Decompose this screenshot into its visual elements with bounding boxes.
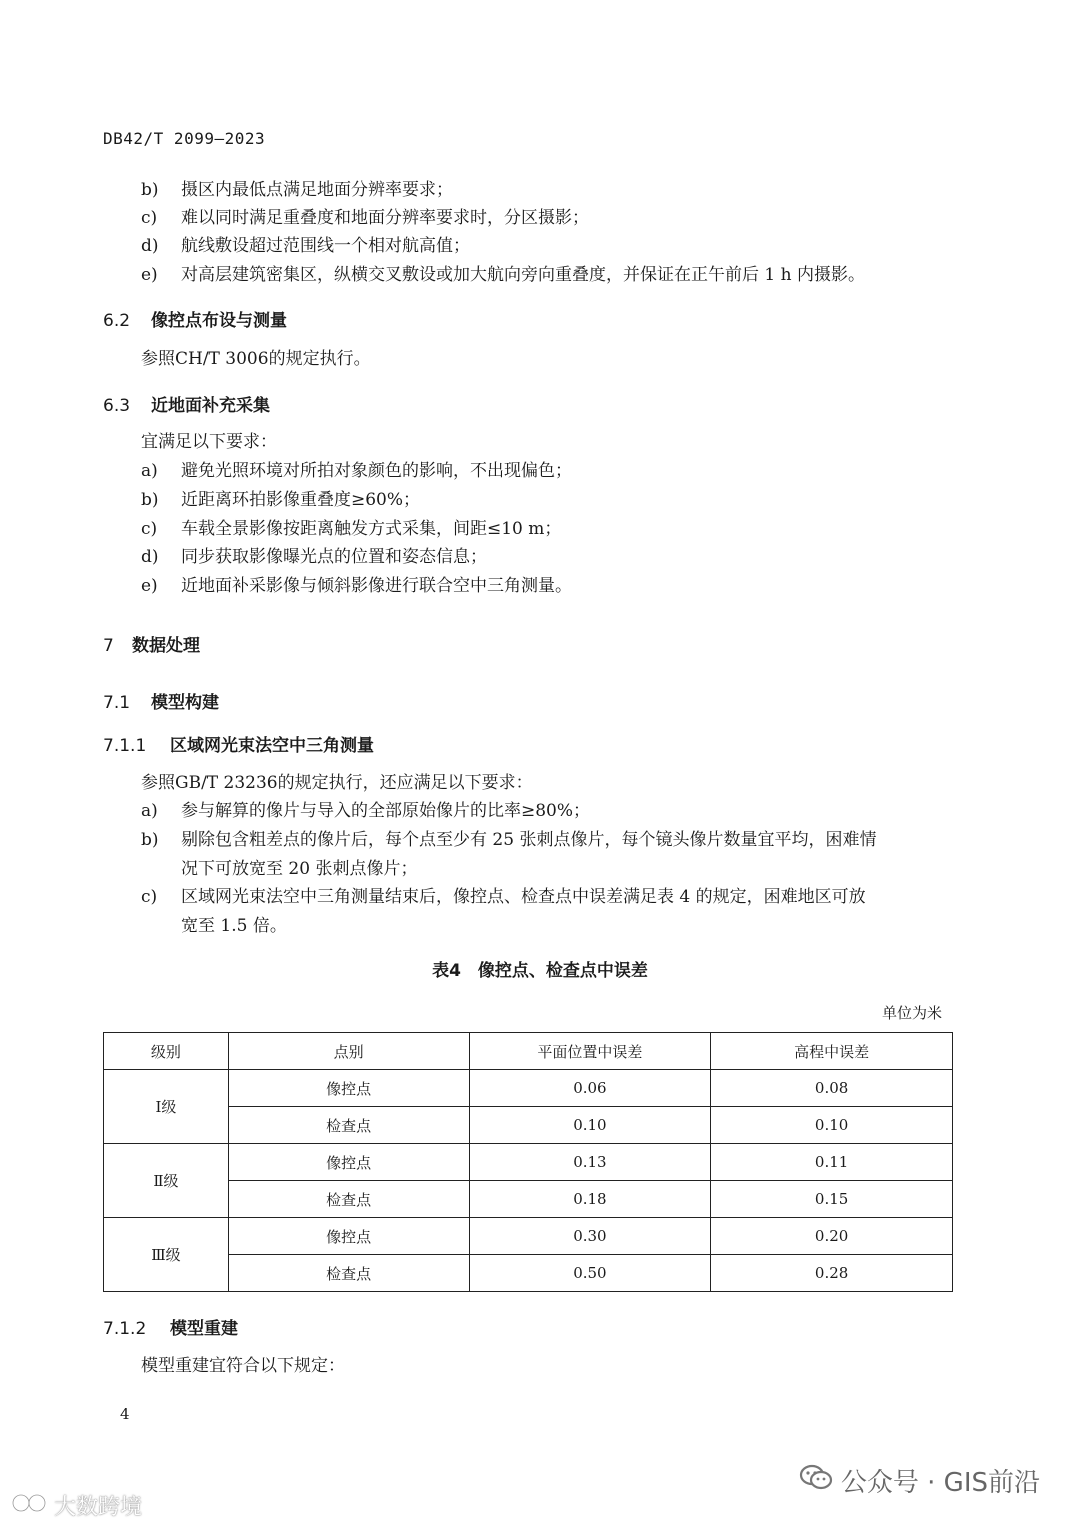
list-marker: a) [141,461,158,481]
table-row [104,1181,953,1218]
table-cell: 0.11 [711,1144,953,1181]
section-number: 6.2 [103,311,131,331]
list-marker: c) [141,887,158,907]
section-title: 模型构建 [151,693,219,713]
list-item [141,572,572,600]
list-marker: d) [141,236,159,256]
list-text: 参与解算的像片与导入的全部原始像片的比率≥80%； [181,801,591,821]
section-heading-7 [103,631,200,656]
table-caption: 表4 像控点、检查点中误差 [432,961,648,981]
table-cell: 像控点 [228,1144,469,1181]
brand-logo-icon [10,1492,50,1520]
section-title: 数据处理 [132,636,200,656]
list-item [141,457,572,485]
error-table [103,1032,953,1292]
list-item [141,543,487,571]
level-cell: Ⅲ级 [104,1218,229,1292]
table-row [104,1218,953,1255]
column-header: 级别 [104,1033,229,1070]
section-title: 像控点布设与测量 [151,311,287,331]
section-number: 7.1 [103,693,131,713]
column-header: 点别 [228,1033,469,1070]
table-cell: 0.10 [711,1107,953,1144]
table-cell: 0.28 [711,1255,953,1292]
table-cell: 0.15 [711,1181,953,1218]
section-title: 模型重建 [170,1319,238,1339]
level-cell: Ⅰ级 [104,1070,229,1144]
list-text: 航线敷设超过范围线一个相对航高值； [181,236,470,256]
wechat-icon [799,1463,833,1498]
table-cell: 0.08 [711,1070,953,1107]
list-item [141,883,866,911]
section-number: 7.1.1 [103,736,147,756]
paragraph: 参照GB/T 23236的规定执行，还应满足以下要求： [141,773,533,793]
list-text: 区域网光束法空中三角测量结束后，像控点、检查点中误差满足表 4 的规定，困难地区可放 [181,887,866,907]
list-marker: d) [141,547,159,567]
list-item [141,515,561,543]
section-number: 7 [103,636,114,656]
table-cell: 检查点 [228,1181,469,1218]
table-row [104,1144,953,1181]
section-heading-6-3 [103,391,270,416]
list-text: 剔除包含粗差点的像片后，每个点至少有 25 张刺点像片，每个镜头像片数量宜平均，困难情 [181,830,877,850]
list-text: 摄区内最低点满足地面分辨率要求； [181,180,453,200]
paragraph: 宜满足以下要求： [141,432,277,452]
table-cell: 像控点 [228,1218,469,1255]
table-cell: 0.13 [469,1144,711,1181]
table-cell: 0.30 [469,1218,711,1255]
list-text-continued: 宽至 1.5 倍。 [181,916,287,936]
list-text: 近地面补采影像与倾斜影像进行联合空中三角测量。 [181,576,572,596]
list-marker: b) [141,180,159,200]
paragraph: 模型重建宜符合以下规定： [141,1356,345,1376]
list-marker: e) [141,265,158,285]
table-cell: 像控点 [228,1070,469,1107]
list-item [141,261,865,289]
table-cell: 0.20 [711,1218,953,1255]
table-cell: 检查点 [228,1255,469,1292]
list-marker: b) [141,830,159,850]
list-text-continued: 况下可放宽至 20 张刺点像片； [181,859,418,879]
list-text: 避免光照环境对所拍对象颜色的影响，不出现偏色； [181,461,572,481]
column-header: 高程中误差 [711,1033,953,1070]
list-item [141,826,876,854]
level-cell: Ⅱ级 [104,1144,229,1218]
section-title: 区域网光束法空中三角测量 [170,736,374,756]
paragraph: 参照CH/T 3006的规定执行。 [141,349,371,369]
list-item [141,797,590,825]
table-row [104,1070,953,1107]
table-cell: 0.06 [469,1070,711,1107]
table-cell: 0.10 [469,1107,711,1144]
list-text: 同步获取影像曝光点的位置和姿态信息； [181,547,487,567]
table-header-row [104,1033,953,1070]
list-text: 对高层建筑密集区，纵横交叉敷设或加大航向旁向重叠度，并保证在正午前后 1 h 内摄影。 [181,265,865,285]
list-text: 近距离环拍影像重叠度≥60%； [181,490,421,510]
section-number: 6.3 [103,396,131,416]
section-heading-7-1-1 [103,731,374,756]
table-row [104,1255,953,1292]
section-title: 近地面补充采集 [151,396,270,416]
table-row [104,1107,953,1144]
page-number: 4 [120,1405,130,1423]
list-marker: c) [141,519,158,539]
section-heading-7-1-2 [103,1314,238,1339]
table-unit: 单位为米 [881,1004,942,1022]
list-item [141,232,470,260]
list-marker: c) [141,208,158,228]
list-item [141,204,589,232]
section-heading-6-2 [103,306,287,331]
document-code: DB42/T 2099—2023 [103,129,266,148]
list-marker: b) [141,490,159,510]
watermark-left [10,1490,142,1521]
list-text: 难以同时满足重叠度和地面分辨率要求时，分区摄影； [181,208,589,228]
table-cell: 0.50 [469,1255,711,1292]
list-marker: e) [141,576,158,596]
list-text: 车载全景影像按距离触发方式采集，间距≤10 m； [181,519,562,539]
section-number: 7.1.2 [103,1319,147,1339]
list-item [141,176,453,204]
list-item [141,486,420,514]
watermark-right [799,1462,1040,1499]
section-heading-7-1 [103,688,219,713]
list-marker: a) [141,801,158,821]
watermark-text: 公众号 · GIS前沿 [840,1468,1040,1498]
table-cell: 0.18 [469,1181,711,1218]
column-header: 平面位置中误差 [469,1033,711,1070]
watermark-text: 大数跨境 [54,1495,143,1520]
table-cell: 检查点 [228,1107,469,1144]
